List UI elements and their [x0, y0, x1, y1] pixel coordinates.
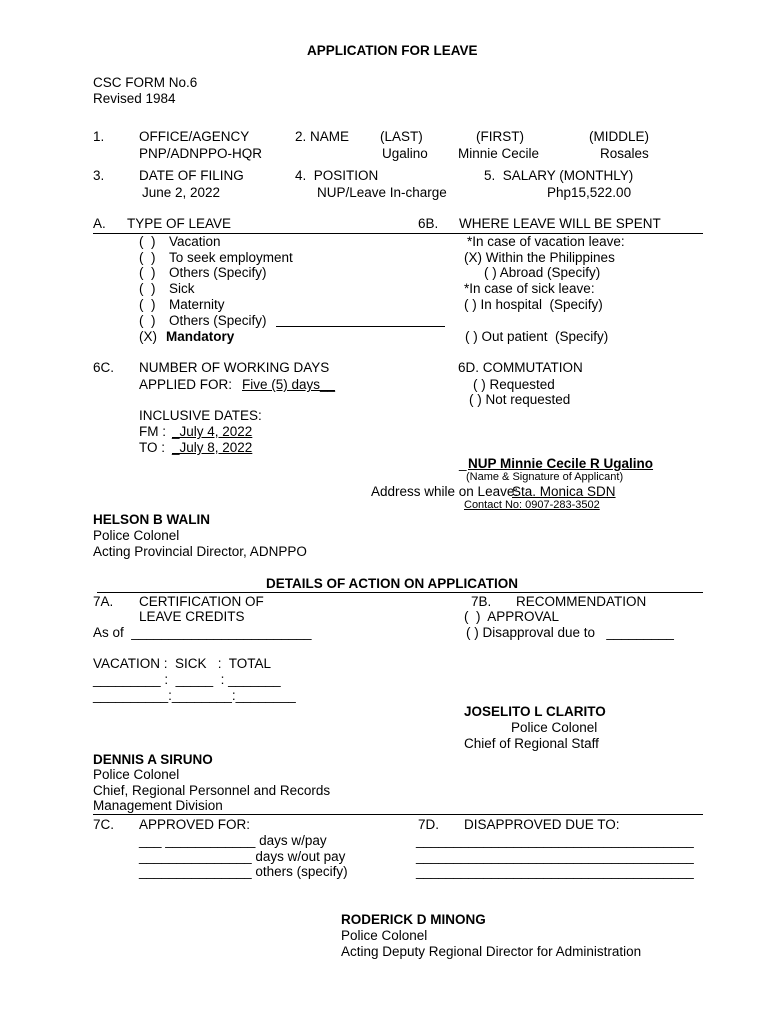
- leave-credits-row-2[interactable]: __________:________:________: [93, 688, 296, 703]
- signatory-1-name: HELSON B WALIN: [93, 512, 210, 527]
- disapproved-reason-line-1[interactable]: _____________________________________: [416, 833, 694, 848]
- details-heading: DETAILS OF ACTION ON APPLICATION: [266, 576, 518, 591]
- leave-mandatory-label: Mandatory: [166, 329, 235, 344]
- days-without-pay-field[interactable]: _______________ days w/out pay: [139, 849, 346, 864]
- disapproved-heading: DISAPPROVED DUE TO:: [464, 817, 620, 832]
- leave-others-checkbox[interactable]: ( ): [139, 313, 156, 328]
- others-specify-field[interactable]: _______________ others (specify): [139, 864, 348, 879]
- applicant-name: NUP Minnie Cecile R Ugalino: [468, 456, 654, 471]
- approved-prefix: 7C.: [93, 817, 115, 832]
- applied-for-value: Five (5) days__: [242, 377, 336, 392]
- leave-seek-employment-checkbox[interactable]: ( ): [139, 250, 156, 265]
- name-label: 2. NAME: [295, 129, 350, 144]
- address-value: Sta. Monica SDN: [512, 484, 616, 499]
- disapproval-option[interactable]: ( ) Disapproval due to _________: [466, 625, 674, 640]
- leave-maternity-checkbox[interactable]: ( ): [139, 297, 156, 312]
- sick-leave-note: *In case of sick leave:: [464, 281, 595, 296]
- signatory-3-rank: Police Colonel: [93, 767, 180, 782]
- leave-others-label: Others (Specify): [169, 313, 271, 328]
- office-label: OFFICE/AGENCY: [139, 129, 250, 144]
- signatory-1-title: Acting Provincial Director, ADNPPO: [93, 544, 307, 559]
- position-value: NUP/Leave In-charge: [317, 185, 447, 200]
- leave-seek-employment-label: To seek employment: [169, 250, 293, 265]
- to-date-label: TO :: [139, 440, 169, 455]
- signatory-4-rank: Police Colonel: [341, 928, 428, 943]
- from-date-value: _July 4, 2022: [172, 424, 253, 439]
- last-name-value: Ugalino: [382, 146, 428, 161]
- signatory-2-name: JOSELITO L CLARITO: [464, 704, 606, 719]
- to-date-value: _July 8, 2022: [172, 440, 253, 455]
- form-revised: Revised 1984: [93, 91, 176, 106]
- office-value: PNP/ADNPPO-HQR: [139, 146, 263, 161]
- position-label: 4. POSITION: [295, 168, 379, 183]
- item-number-1: 1.: [93, 129, 105, 144]
- address-label: Address while on Leave:: [371, 484, 519, 499]
- middle-name-value: Rosales: [600, 146, 649, 161]
- vacation-leave-note: *In case of vacation leave:: [467, 234, 625, 249]
- date-filing-value: June 2, 2022: [142, 185, 221, 200]
- recommendation-heading: RECOMMENDATION: [516, 594, 647, 609]
- signatory-3-title-1: Chief, Regional Personnel and Records: [93, 783, 331, 798]
- signatory-3-title-2: Management Division: [93, 798, 223, 813]
- commutation-not-requested-option[interactable]: ( ) Not requested: [469, 392, 571, 407]
- type-leave-prefix: A.: [93, 216, 106, 231]
- approved-heading: APPROVED FOR:: [139, 817, 251, 832]
- date-filing-label: DATE OF FILING: [139, 168, 244, 183]
- leave-others-vacation-checkbox[interactable]: ( ): [139, 265, 156, 280]
- disapproved-reason-line-2[interactable]: _____________________________________: [416, 849, 694, 864]
- disapproved-prefix: 7D.: [418, 817, 440, 832]
- type-leave-heading: TYPE OF LEAVE: [127, 216, 232, 231]
- salary-label: 5. SALARY (MONTHLY): [484, 168, 634, 183]
- details-divider: [97, 592, 703, 593]
- salary-value: Php15,522.00: [547, 185, 632, 200]
- signatory-1-rank: Police Colonel: [93, 528, 180, 543]
- inclusive-dates-label: INCLUSIVE DATES:: [139, 408, 262, 423]
- applied-for-label: APPLIED FOR:: [139, 377, 236, 392]
- certification-heading-2: LEAVE CREDITS: [139, 609, 245, 624]
- leave-sick-checkbox[interactable]: ( ): [139, 281, 156, 296]
- signatory-4-title: Acting Deputy Regional Director for Administration: [341, 944, 642, 959]
- commutation-heading: 6D. COMMUTATION: [458, 360, 583, 375]
- from-date-label: FM :: [139, 424, 170, 439]
- out-patient-option[interactable]: ( ) Out patient (Specify): [465, 329, 609, 344]
- as-of-field[interactable]: As of ________________________: [93, 625, 312, 640]
- leave-credits-row-1[interactable]: _________ : _____ : _______: [93, 672, 281, 687]
- disapproved-reason-line-3[interactable]: _____________________________________: [416, 864, 694, 879]
- others-specify-line[interactable]: [276, 326, 445, 327]
- middle-name-label: (MIDDLE): [589, 129, 649, 144]
- leave-others-vacation-label: Others (Specify): [169, 265, 267, 280]
- leave-vacation-label: Vacation: [169, 234, 221, 249]
- abroad-option[interactable]: ( ) Abroad (Specify): [484, 265, 601, 280]
- where-spent-heading: WHERE LEAVE WILL BE SPENT: [459, 216, 661, 231]
- signatory-2-rank: Police Colonel: [511, 720, 598, 735]
- first-name-value: Minnie Cecile: [458, 146, 540, 161]
- commutation-requested-option[interactable]: ( ) Requested: [473, 377, 555, 392]
- working-days-heading: NUMBER OF WORKING DAYS: [139, 360, 330, 375]
- working-days-prefix: 6C.: [93, 360, 115, 375]
- in-hospital-option[interactable]: ( ) In hospital (Specify): [464, 297, 603, 312]
- certification-prefix: 7A.: [93, 594, 114, 609]
- within-philippines-option[interactable]: (X) Within the Philippines: [464, 250, 615, 265]
- item-number-3: 3.: [93, 168, 105, 183]
- approval-option[interactable]: ( ) APPROVAL: [464, 609, 560, 624]
- approval-divider: [93, 814, 703, 815]
- leave-mandatory-checkbox[interactable]: (X): [139, 329, 157, 344]
- days-with-pay-field[interactable]: ___ ____________ days w/pay: [139, 833, 327, 848]
- contact-number: Contact No: 0907-283-3502: [464, 499, 600, 511]
- form-title: APPLICATION FOR LEAVE: [307, 43, 478, 58]
- applicant-signature-prefix: _: [459, 456, 467, 471]
- recommendation-prefix: 7B.: [471, 594, 492, 609]
- signatory-2-title: Chief of Regional Staff: [464, 736, 599, 751]
- form-number: CSC FORM No.6: [93, 75, 198, 90]
- leave-credits-header: VACATION : SICK : TOTAL: [93, 656, 272, 671]
- leave-vacation-checkbox[interactable]: ( ): [139, 234, 156, 249]
- leave-maternity-label: Maternity: [169, 297, 225, 312]
- applicant-caption: (Name & Signature of Applicant): [466, 471, 624, 483]
- first-name-label: (FIRST): [476, 129, 524, 144]
- last-name-label: (LAST): [380, 129, 423, 144]
- signatory-3-name: DENNIS A SIRUNO: [93, 752, 213, 767]
- where-spent-prefix: 6B.: [418, 216, 439, 231]
- leave-sick-label: Sick: [169, 281, 195, 296]
- signatory-4-name: RODERICK D MINONG: [341, 912, 486, 927]
- certification-heading-1: CERTIFICATION OF: [139, 594, 264, 609]
